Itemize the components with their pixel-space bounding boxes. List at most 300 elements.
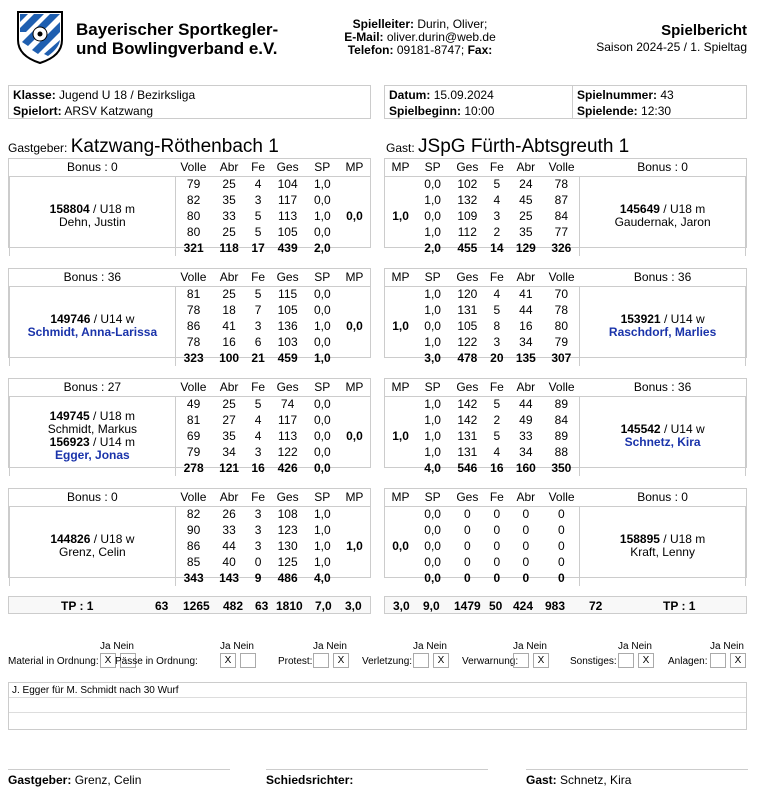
col-header: Abr [211,269,246,286]
home-player: 149746 / U14 w Schmidt, Anna-Larissa [10,286,176,366]
col-header: Ges [449,489,485,506]
score-cell: 5 [493,303,501,317]
ja-nein-header: Ja Nein [710,641,744,652]
away-player: 158895 / U18 m Kraft, Lenny [580,506,746,586]
col-header: Fe [247,269,270,286]
score-cell: 0,0 [313,429,331,443]
score-cell: 1,0 [424,445,441,459]
col-header: Ges [449,269,485,286]
score-cell: 0 [493,523,501,537]
away-mp: 0,0 [392,539,409,554]
col-header: Fe [485,159,508,176]
col-header: SP [306,379,339,396]
score-cell: 25 [222,225,236,239]
table-row [10,176,371,192]
bonus-label: Bonus : 36 [580,269,746,286]
score-cell: 81 [186,287,201,302]
check-ja-box[interactable] [313,653,329,668]
score-cell: 3 [254,539,262,553]
score-cell: 86 [186,319,201,333]
check-nein-box[interactable]: X [433,653,449,668]
ja-nein-header: Ja Nein [220,641,254,652]
score-cell: 2 [493,225,501,239]
bonus-label: Bonus : 27 [10,379,176,396]
score-cell: 1,0 [424,413,441,427]
score-cell: 18 [222,303,236,317]
check-nein-box[interactable]: X [333,653,349,668]
table-row [385,176,746,192]
score-cell: 0,0 [424,555,441,569]
score-cell: 120 [457,287,478,302]
score-cell: 35 [519,225,533,239]
score-cell: 1,0 [313,523,331,537]
check-label: Verletzung: [362,656,413,667]
score-cell: 3 [254,507,262,522]
score-cell: 8 [493,319,501,333]
ja-nein-header: Ja Nein [313,641,347,652]
col-header: Volle [543,489,579,506]
score-cell: 4 [493,193,501,207]
score-cell: 35 [222,193,236,207]
score-cell: 0 [557,523,565,537]
score-cell: 69 [186,429,201,443]
away-game-block [384,158,747,255]
score-cell: 131 [457,303,478,317]
score-cell: 3 [254,523,262,537]
check-nein-box[interactable]: X [533,653,549,668]
score-cell: 0,0 [313,335,331,349]
col-header: Volle [175,489,211,506]
score-cell: 33 [222,523,236,537]
organization-name: Bayerischer Sportkegler- und Bowlingverband e.V. [76,20,279,58]
score-cell: 132 [457,193,478,207]
score-cell: 0,0 [424,177,441,192]
table-row [10,396,371,412]
check-ja-box[interactable]: X [100,653,116,668]
score-cell: 136 [277,319,298,333]
bonus-label: Bonus : 0 [10,159,176,176]
season-subtitle: Saison 2024-25 / 1. Spieltag [596,40,747,54]
score-cell: 117 [278,193,298,207]
score-cell: 0,0 [313,445,331,459]
home-player: 149745 / U18 m Schmidt, Markus 156923 / U14 m Egger, Jonas [10,396,176,476]
away-team-heading: Gast: JSpG Fürth-Abtsgreuth 1 [386,136,630,157]
score-cell: 108 [277,507,298,522]
score-cell: 45 [519,193,533,207]
col-header: SP [306,159,339,176]
score-cell: 117 [278,413,298,427]
score-cell: 34 [222,445,236,459]
bonus-label: Bonus : 0 [580,159,746,176]
score-cell: 84 [554,413,568,427]
score-cell: 0 [463,507,471,522]
check-label: Material in Ordnung: [8,656,99,667]
score-cell: 0,0 [424,571,441,585]
score-cell: 16 [222,335,236,349]
score-cell: 1,0 [313,539,331,553]
score-cell: 0,0 [313,303,331,317]
signature-referee: Schiedsrichter: [266,769,488,787]
score-cell: 115 [278,287,298,302]
score-cell: 4 [254,177,262,192]
score-cell: 25 [222,287,236,302]
col-header: Abr [211,159,246,176]
col-header: SP [306,269,339,286]
score-cell: 0,0 [313,287,331,302]
score-cell: 87 [554,193,568,207]
score-cell: 4 [254,429,262,443]
score-cell: 85 [186,555,201,569]
score-cell: 0 [493,539,501,553]
col-header: Ges [269,269,305,286]
score-cell: 21 [251,351,265,365]
score-cell: 0,0 [424,523,441,537]
score-cell: 105 [277,303,298,317]
col-header: Fe [247,489,270,506]
score-cell: 34 [519,445,533,459]
score-cell: 0,0 [313,225,331,239]
ja-nein-header: Ja Nein [513,641,547,652]
check-ja-box[interactable]: X [220,653,236,668]
score-cell: 426 [277,461,298,475]
score-cell: 89 [554,397,568,412]
score-cell: 113 [278,429,298,443]
col-header: MP [339,379,370,396]
score-cell: 89 [554,429,568,443]
score-cell: 135 [515,351,536,365]
check-nein-box[interactable]: X [730,653,746,668]
col-header: MP [385,489,416,506]
report-title: Spielbericht [661,22,747,39]
score-cell: 3 [493,209,501,223]
score-cell: 0,0 [424,319,441,333]
check-ja-box[interactable] [710,653,726,668]
table-row [385,286,746,302]
score-cell: 122 [277,445,298,459]
check-ja-box[interactable] [413,653,429,668]
notes-line-empty [9,698,746,713]
score-cell: 459 [277,351,298,365]
table-row [385,396,746,412]
bonus-label: Bonus : 36 [10,269,176,286]
score-cell: 0 [557,539,565,553]
notes-line-empty [9,713,746,728]
col-header: MP [385,379,416,396]
score-cell: 33 [519,429,533,443]
score-cell: 27 [222,413,236,427]
score-cell: 14 [490,241,504,255]
score-cell: 86 [186,539,201,553]
score-cell: 2 [493,413,501,427]
score-cell: 121 [219,461,240,475]
col-header: Abr [508,489,543,506]
col-header: MP [339,269,370,286]
score-cell: 0 [463,571,471,585]
table-row [385,506,746,522]
score-cell: 49 [519,413,533,427]
col-header: Volle [175,379,211,396]
score-cell: 160 [515,461,536,475]
check-label: Protest: [278,656,313,667]
bonus-label: Bonus : 36 [580,379,746,396]
match-info-right: Datum: 15.09.2024 Spielbeginn: 10:00 Spielnummer: 43 Spielende: 12:30 [384,85,747,119]
score-cell: 323 [183,351,204,365]
score-cell: 343 [183,571,204,585]
score-cell: 70 [554,287,568,302]
score-cell: 4 [493,445,501,459]
table-row [10,286,371,302]
col-header: Ges [449,159,485,176]
association-logo [14,6,66,64]
score-cell: 5 [254,209,262,223]
score-cell: 41 [222,319,236,333]
notes-box[interactable] [8,682,747,730]
score-cell: 142 [457,397,478,412]
score-cell: 6 [254,335,262,349]
away-totals: 3,0 9,0 1479 50 424 983 72 TP : 1 [384,596,747,614]
away-player: 145649 / U18 m Gaudernak, Jaron [580,176,746,256]
score-cell: 44 [519,303,533,317]
score-cell: 0 [522,539,530,553]
score-cell: 113 [278,209,298,223]
score-cell: 5 [493,397,501,412]
col-header: SP [416,379,449,396]
home-player: 144826 / U18 w Grenz, Celin [10,506,176,586]
score-cell: 78 [554,177,568,192]
score-cell: 82 [186,193,201,207]
col-header: SP [416,159,449,176]
away-mp: 1,0 [392,209,409,224]
score-cell: 1,0 [424,225,441,239]
score-cell: 439 [277,241,298,255]
score-cell: 142 [457,413,478,427]
score-cell: 0,0 [424,507,441,522]
score-cell: 0 [493,507,501,522]
match-info-left: Klasse: Jugend U 18 / Bezirksliga Spielort: ARSV Katzwang [8,85,371,119]
home-team-heading: Gastgeber: Katzwang-Röthenbach 1 [8,136,279,157]
away-mp: 1,0 [392,319,409,334]
col-header: Fe [485,379,508,396]
score-cell: 17 [251,241,265,255]
score-cell: 0 [493,555,501,569]
home-mp: 0,0 [346,319,363,334]
score-cell: 40 [222,555,236,569]
score-cell: 26 [222,507,236,522]
score-cell: 118 [219,241,239,255]
col-header: Volle [543,269,579,286]
score-cell: 80 [186,209,201,223]
score-cell: 25 [222,397,236,412]
score-cell: 125 [277,555,298,569]
col-header: Ges [269,489,305,506]
score-cell: 100 [219,351,240,365]
home-mp: 1,0 [346,539,363,554]
score-cell: 24 [519,177,533,192]
bonus-label: Bonus : 0 [10,489,176,506]
score-cell: 5 [254,225,262,239]
score-cell: 1,0 [313,177,331,192]
col-header: Fe [247,159,270,176]
away-game-block [384,378,747,475]
col-header: SP [306,489,339,506]
score-cell: 0 [493,571,501,585]
score-cell: 0 [463,523,471,537]
contact-info: Spielleiter: Durin, Oliver; E-Mail: oliver.durin@web.de Telefon: 09181-8747; Fax: [344,17,496,57]
score-cell: 80 [186,225,201,239]
score-cell: 5 [493,177,501,192]
check-nein-box[interactable]: X [638,653,654,668]
score-cell: 3 [254,193,262,207]
col-header: Volle [543,379,579,396]
score-cell: 3 [254,445,262,459]
score-cell: 1,0 [424,193,441,207]
col-header: Abr [508,159,543,176]
score-cell: 34 [519,335,533,349]
col-header: Ges [269,159,305,176]
home-mp: 0,0 [346,209,363,224]
score-cell: 82 [186,507,201,522]
score-cell: 0,0 [313,193,331,207]
table-row [10,506,371,522]
score-cell: 0 [463,539,471,553]
col-header: MP [339,159,370,176]
score-cell: 104 [277,177,298,192]
score-cell: 78 [186,303,201,317]
score-cell: 16 [490,461,504,475]
score-cell: 130 [277,539,298,553]
score-cell: 1,0 [313,319,331,333]
score-cell: 478 [457,351,478,365]
score-cell: 74 [280,397,295,412]
col-header: Fe [485,489,508,506]
score-cell: 4,0 [424,461,441,475]
home-mp: 0,0 [346,429,363,444]
away-game-block [384,268,747,365]
score-cell: 455 [457,241,478,255]
score-cell: 7 [254,303,262,317]
score-cell: 102 [457,177,478,192]
check-label: Pässe in Ordnung: [115,656,198,667]
score-cell: 0,0 [313,397,331,412]
away-mp: 1,0 [392,429,409,444]
col-header: Abr [508,269,543,286]
check-label: Anlagen: [668,656,708,667]
col-header: Volle [175,159,211,176]
ja-nein-header: Ja Nein [618,641,652,652]
score-cell: 0,0 [424,539,441,553]
score-cell: 0 [557,555,565,569]
check-label: Sonstiges: [570,656,617,667]
score-cell: 25 [519,209,533,223]
score-cell: 3,0 [424,351,441,365]
score-cell: 0,0 [424,209,441,223]
score-cell: 326 [551,241,572,255]
score-cell: 33 [222,209,236,223]
col-header: Abr [211,379,246,396]
home-game-block [8,488,371,585]
check-ja-box[interactable] [618,653,634,668]
score-cell: 4 [254,413,262,427]
score-cell: 35 [222,429,236,443]
score-cell: 79 [554,335,568,349]
home-totals: TP : 1 63 1265 482 63 1810 7,0 3,0 [8,596,371,614]
score-cell: 0 [254,555,262,569]
score-cell: 0 [522,523,530,537]
score-cell: 1,0 [424,429,441,443]
score-cell: 112 [457,225,477,239]
notes-line: J. Egger für M. Schmidt nach 30 Wurf [9,683,746,698]
col-header: Ges [449,379,485,396]
score-cell: 79 [186,445,201,459]
signature-away: Gast: Schnetz, Kira [526,769,748,787]
score-cell: 321 [183,241,204,255]
score-cell: 105 [457,319,478,333]
score-cell: 307 [551,351,572,365]
score-cell: 44 [222,539,236,553]
score-cell: 5 [254,397,262,412]
score-cell: 2,0 [424,241,441,255]
col-header: Volle [175,269,211,286]
score-cell: 546 [457,461,478,475]
score-cell: 0,0 [313,461,331,475]
check-label: Verwarnung: [462,656,519,667]
col-header: Ges [269,379,305,396]
col-header: SP [416,489,449,506]
score-cell: 81 [186,413,201,427]
score-cell: 143 [219,571,240,585]
score-cell: 44 [519,397,533,412]
score-cell: 0 [463,555,471,569]
score-cell: 1,0 [424,335,441,349]
home-game-block [8,158,371,255]
col-header: MP [339,489,370,506]
score-cell: 278 [183,461,204,475]
score-cell: 1,0 [313,555,331,569]
col-header: Fe [247,379,270,396]
check-ja-box[interactable] [513,653,529,668]
score-cell: 49 [186,397,201,412]
score-cell: 4,0 [313,571,331,585]
score-cell: 90 [186,523,201,537]
score-cell: 78 [554,303,568,317]
score-cell: 78 [186,335,201,349]
col-header: Abr [211,489,246,506]
score-cell: 3 [493,335,501,349]
col-header: MP [385,269,416,286]
score-cell: 1,0 [424,303,441,317]
score-cell: 1,0 [313,351,331,365]
score-cell: 84 [554,209,568,223]
score-cell: 350 [551,461,572,475]
score-cell: 1,0 [424,287,441,302]
signature-home: Gastgeber: Grenz, Celin [8,769,230,787]
score-cell: 5 [254,287,262,302]
check-nein-box[interactable] [240,653,256,668]
score-cell: 131 [457,429,478,443]
score-cell: 0 [557,507,565,522]
score-cell: 131 [457,445,478,459]
score-cell: 5 [493,429,501,443]
away-game-block [384,488,747,585]
score-cell: 0 [557,571,565,585]
score-cell: 3 [254,319,262,333]
score-cell: 4 [493,287,501,302]
score-cell: 16 [519,319,533,333]
score-cell: 122 [457,335,478,349]
col-header: SP [416,269,449,286]
col-header: Volle [543,159,579,176]
score-cell: 79 [186,177,201,192]
